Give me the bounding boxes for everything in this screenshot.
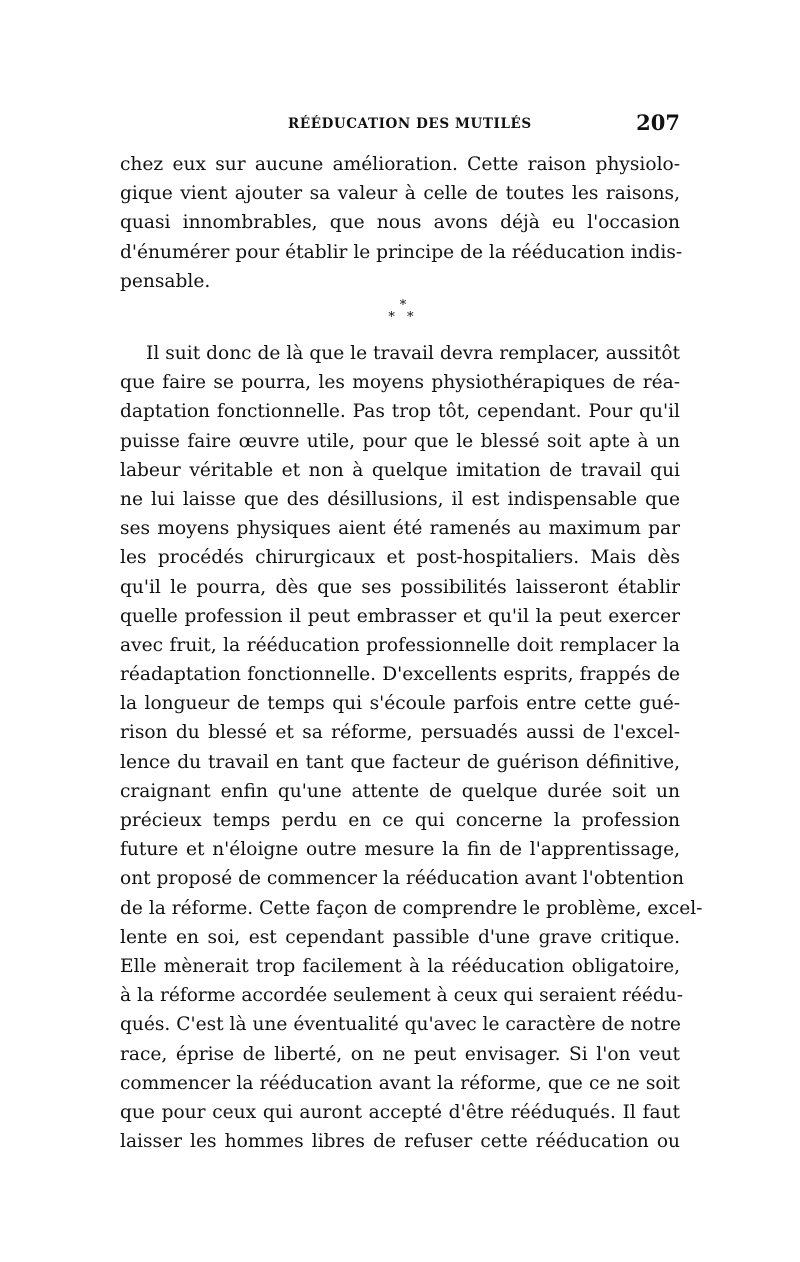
text-line: qu'il le pourra, dès que ses possibilités laisseront établir: [120, 576, 680, 598]
text-line: ont proposé de commencer la rééducation avant l'obtention: [120, 868, 684, 890]
text-line: labeur véritable et non à quelque imitation de travail qui: [120, 459, 680, 481]
text-line: précieux temps perdu en ce qui concerne la profession: [120, 810, 680, 831]
text-line: ses moyens physiques aient été ramenés au maximum par: [120, 518, 680, 540]
text-line: quelle profession il peut embrasser et qu'il la peut exercer: [120, 605, 680, 627]
text-line: daptation fonctionnelle. Pas trop tôt, cependant. Pour qu'il: [120, 401, 680, 423]
running-head: [120, 110, 680, 138]
section-separator-asterism: [388, 300, 418, 330]
text-line: pensable.: [120, 270, 211, 292]
text-line: laisser les hommes libres de refuser cette rééducation ou: [120, 1131, 680, 1153]
text-line: commencer la rééducation avant la réforme, que ce ne soit: [120, 1072, 680, 1094]
text-line: gique vient ajouter sa valeur à celle de toutes les raisons,: [120, 183, 680, 205]
text-line: ne lui laisse que des désillusions, il est indispensable que: [120, 488, 680, 510]
paragraph-2: [120, 339, 703, 1156]
text-line: race, éprise de liberté, on ne peut envisager. Si l'on veut: [120, 1043, 680, 1065]
text-line: chez eux sur aucune amélioration. Cette raison physiolo-: [120, 154, 680, 175]
text-line: avec fruit, la rééducation professionnelle doit remplacer la: [120, 634, 680, 656]
text-line: les procédés chirurgicaux et post-hospitaliers. Mais dès: [120, 547, 680, 569]
text-line: que faire se pourra, les moyens physiothérapiques de réa-: [120, 372, 680, 394]
text-line: la longueur de temps qui s'écoule parfois entre cette gué-: [120, 693, 680, 715]
text-line: rison du blessé et sa réforme, persuadés aussi de l'excel-: [120, 722, 680, 744]
text-line: qués. C'est là une éventualité qu'avec le caractère de notre: [120, 1014, 681, 1036]
text-line: Il suit donc de là que le travail devra remplacer, aussitôt: [146, 343, 680, 364]
text-line: d'énumérer pour établir le principe de la rééducation indis-: [120, 241, 683, 263]
text-line: réadaptation fonctionnelle. D'excellents esprits, frappés de: [120, 664, 680, 686]
page-number: 207: [636, 110, 680, 135]
text-line: de la réforme. Cette façon de comprendre le problème, excel-: [120, 897, 703, 919]
text-line: Elle mènerait trop facilement à la rééducation obligatoire,: [120, 955, 680, 977]
running-title: RÉÉDUCATION DES MUTILÉS: [288, 116, 532, 132]
asterism-top: *: [399, 298, 407, 313]
text-line: quasi innombrables, que nous avons déjà eu l'occasion: [120, 212, 680, 234]
text-line: lente en soi, est cependant passible d'une grave critique.: [120, 926, 680, 948]
text-line: lence du travail en tant que facteur de guérison définitive,: [120, 751, 680, 773]
text-line: craignant enfin qu'une attente de quelque durée soit un: [120, 780, 680, 802]
text-line: que pour ceux qui auront accepté d'être rééduqués. Il faut: [120, 1101, 680, 1123]
text-line: puisse faire œuvre utile, pour que le blessé soit apte à un: [120, 430, 680, 452]
paragraph-1: [120, 150, 683, 296]
text-line: à la réforme accordée seulement à ceux qui seraient réédu-: [120, 985, 684, 1007]
asterism-bottom: * *: [388, 310, 418, 325]
text-line: future et n'éloigne outre mesure la fin de l'apprentissage,: [120, 839, 680, 861]
